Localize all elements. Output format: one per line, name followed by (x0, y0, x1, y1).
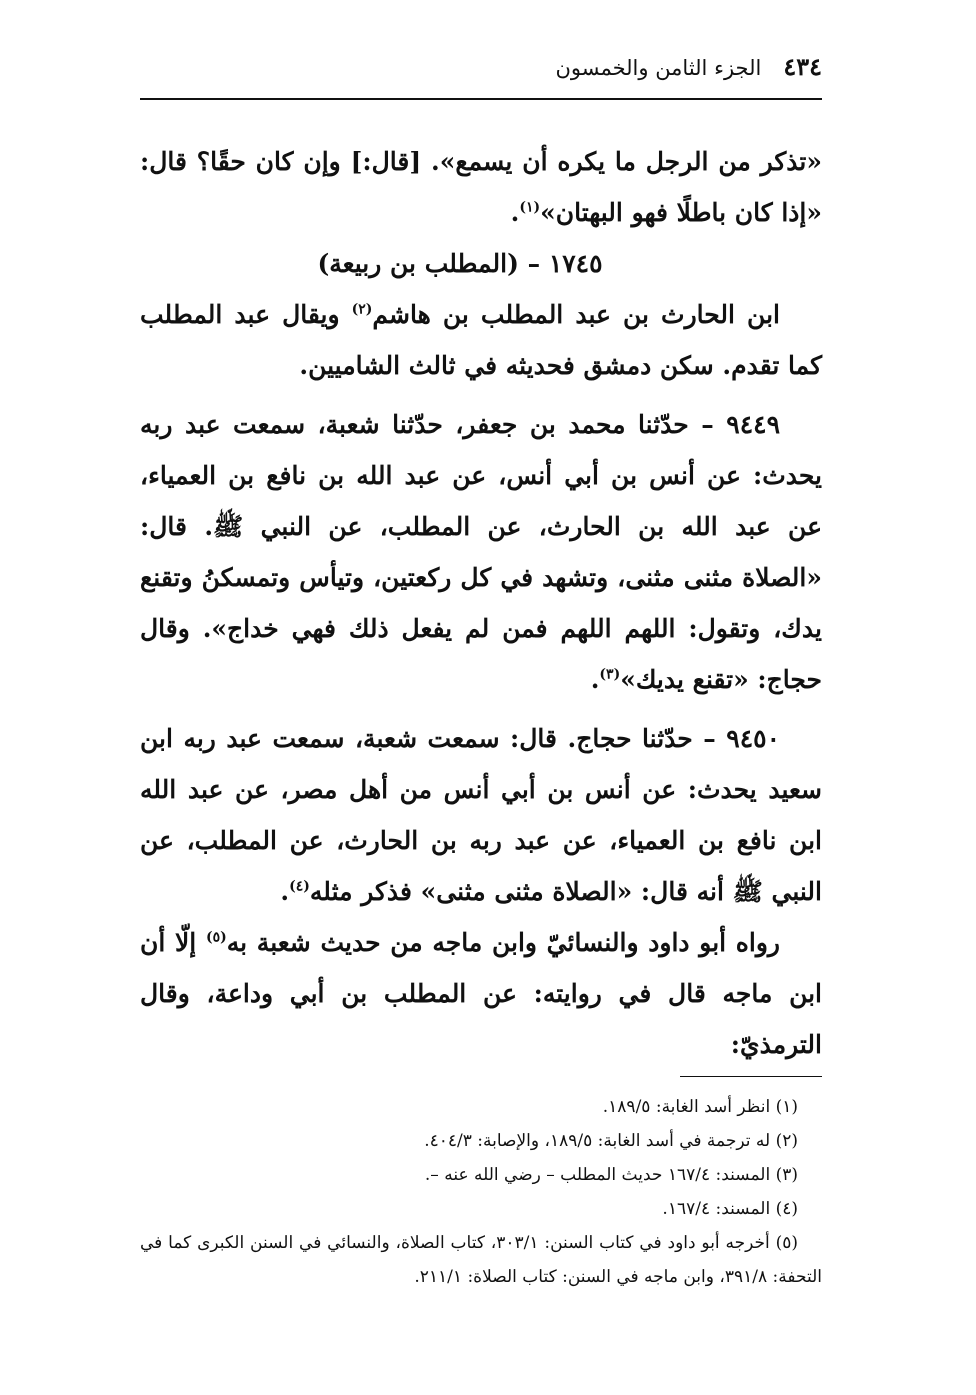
paragraph-2-text-a: ابن الحارث بن عبد المطلب بن هاشم (372, 300, 780, 329)
section-heading: ١٧٤٥ – (المطلب بن ربيعة) (317, 249, 603, 278)
hadith-9449-text: ٩٤٤٩ – حدّثنا محمد بن جعفر، حدّثنا شعبة، سمعت عبد ربه يحدث: عن أنس بن أبي أنس، عن عبد الله بن نافع بن العمياء، عن عبد الله بن الحارث، عن المطلب، عن النبي ﷺ. قال: «الصلاة مثنى مثنى، وتشهد في كل ركعتين، وتيأس وتمسكنُ وتقنع يدك، وتقول: اللهم اللهم فمن لم يفعل ذلك فهي خداج». وقال حجاج: «تقنع يديك» (140, 410, 822, 694)
paragraph-5-text-a: رواه أبو داود والنسائيّ وابن ماجه من حديث شعبة به (226, 928, 780, 957)
main-text (140, 136, 822, 1070)
footnote-ref-3: (٣) (599, 666, 621, 683)
footnote-1: (١) انظر أسد الغابة: ١٨٩/٥. (602, 1097, 798, 1117)
paragraph-1-end: . (510, 198, 520, 227)
running-title: الجزء الثامن والخمسون (555, 56, 762, 80)
footnote-4: (٤) المسند: ١٦٧/٤. (662, 1199, 798, 1219)
footnote-ref-1: (١) (519, 199, 541, 216)
hadith-9450-end: . (280, 877, 290, 906)
footnote-5: (٥) أخرجه أبو داود في كتاب السنن: ٣٠٣/١، كتاب الصلاة، والنسائي في السنن الكبرى كما في التحفة: ٣٩١/٨، وابن ماجه في السنن: كتاب الصلاة: ٢١١/١. (140, 1233, 822, 1287)
footnote-ref-4: (٤) (289, 878, 310, 895)
hadith-9449-end: . (590, 665, 600, 694)
footnote-3: (٣) المسند: ١٦٧/٤ حديث المطلب – رضي الله عنه –. (424, 1165, 798, 1185)
page-number: ٤٣٤ (783, 52, 822, 81)
paragraph-5 (140, 917, 822, 1070)
footnote-2: (٢) له ترجمة في أسد الغابة: ١٨٩/٥، والإصابة: ٤٠٤/٣. (424, 1131, 798, 1151)
hadith-9450 (140, 713, 822, 917)
paragraph-5-text-b: إلّا أن ابن ماجه قال في روايته: عن المطلب بن أبي وداعة، وقال الترمذيّ: (140, 928, 823, 1059)
paragraph-1-text: «تذكر من الرجل ما يكره أن يسمع». [قال:] وإن كان حقًا؟ قال: «إذا كان باطلًا فهو البهتان» (140, 147, 822, 227)
footnotes (140, 1090, 822, 1294)
paragraph-1 (140, 136, 822, 238)
footnote-ref-5: (٥) (205, 929, 227, 946)
footnote-ref-2: (٢) (351, 301, 373, 318)
hadith-9450-text: ٩٤٥٠ – حدّثنا حجاج. قال: سمعت شعبة، سمعت عبد ربه ابن سعيد يحدث: عن أنس بن أبي أنس من أهل مصر، عن عبد الله ابن نافع بن العمياء، عن عبد ربه بن الحارث، عن المطلب، عن النبي ﷺ أنه قال: «الصلاة مثنى مثنى» فذكر مثله (140, 724, 822, 906)
footnote-rule (680, 1076, 822, 1077)
hadith-9449 (140, 399, 822, 705)
paragraph-2-text-b: ويقال عبد المطلب كما تقدم. سكن دمشق فحديثه في ثالث الشاميين. (140, 300, 822, 380)
header-rule (140, 98, 822, 100)
paragraph-2 (140, 289, 822, 391)
running-header (140, 52, 822, 81)
